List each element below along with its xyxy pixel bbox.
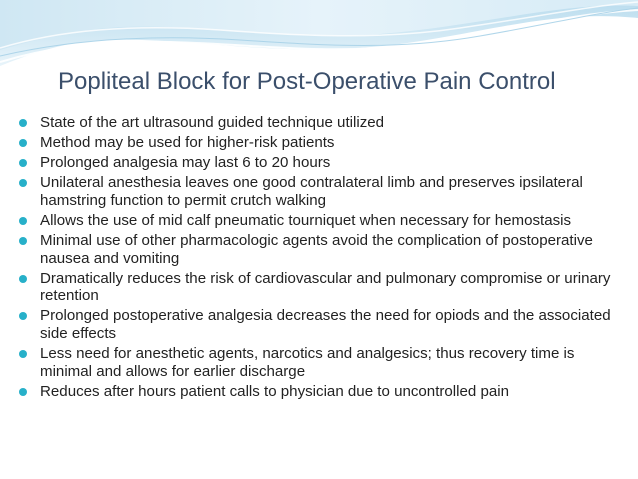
bullet-text: Prolonged postoperative analgesia decreases the need for opiods and the associated side effects [40,307,611,343]
bullet-text: Method may be used for higher-risk patients [40,133,335,151]
bullet-dot-icon [19,350,27,358]
bullet-list [18,114,618,403]
bullet-item [18,383,618,401]
bullet-dot-icon [19,179,27,187]
bullet-text: Dramatically reduces the risk of cardiovascular and pulmonary compromise or urinary retention [40,269,611,305]
bullet-dot-icon [19,139,27,147]
bullet-text: Prolonged analgesia may last 6 to 20 hours [40,153,331,171]
bullet-dot-icon [19,388,27,396]
bullet-dot-icon [19,217,27,225]
bullet-dot-icon [19,119,27,127]
bullet-item [18,174,618,210]
slide-title: Popliteal Block for Post-Operative Pain Control [58,68,556,95]
bullet-dot-icon [19,159,27,167]
bullet-text: State of the art ultrasound guided technique utilized [40,114,385,131]
bullet-dot-icon [19,275,27,283]
bullet-text: Allows the use of mid calf pneumatic tourniquet when necessary for hemostasis [40,211,572,229]
bullet-text: Unilateral anesthesia leaves one good contralateral limb and preserves ipsilateral hamstring function to permit crutch walking [40,173,583,209]
bullet-text: Minimal use of other pharmacologic agents avoid the complication of postoperative nausea and vomiting [40,231,593,267]
bullet-dot-icon [19,312,27,320]
bullet-item [18,114,618,132]
bullet-item [18,270,618,306]
bullet-item [18,232,618,268]
bullet-item [18,345,618,381]
bullet-text: Reduces after hours patient calls to physician due to uncontrolled pain [40,382,510,400]
bullet-item [18,154,618,172]
bullet-dot-icon [19,237,27,245]
bullet-item [18,212,618,230]
bullet-item [18,307,618,343]
bullet-text: Less need for anesthetic agents, narcotics and analgesics; thus recovery time is minimal and allows for earlier discharge [40,345,575,380]
bullet-item [18,134,618,152]
